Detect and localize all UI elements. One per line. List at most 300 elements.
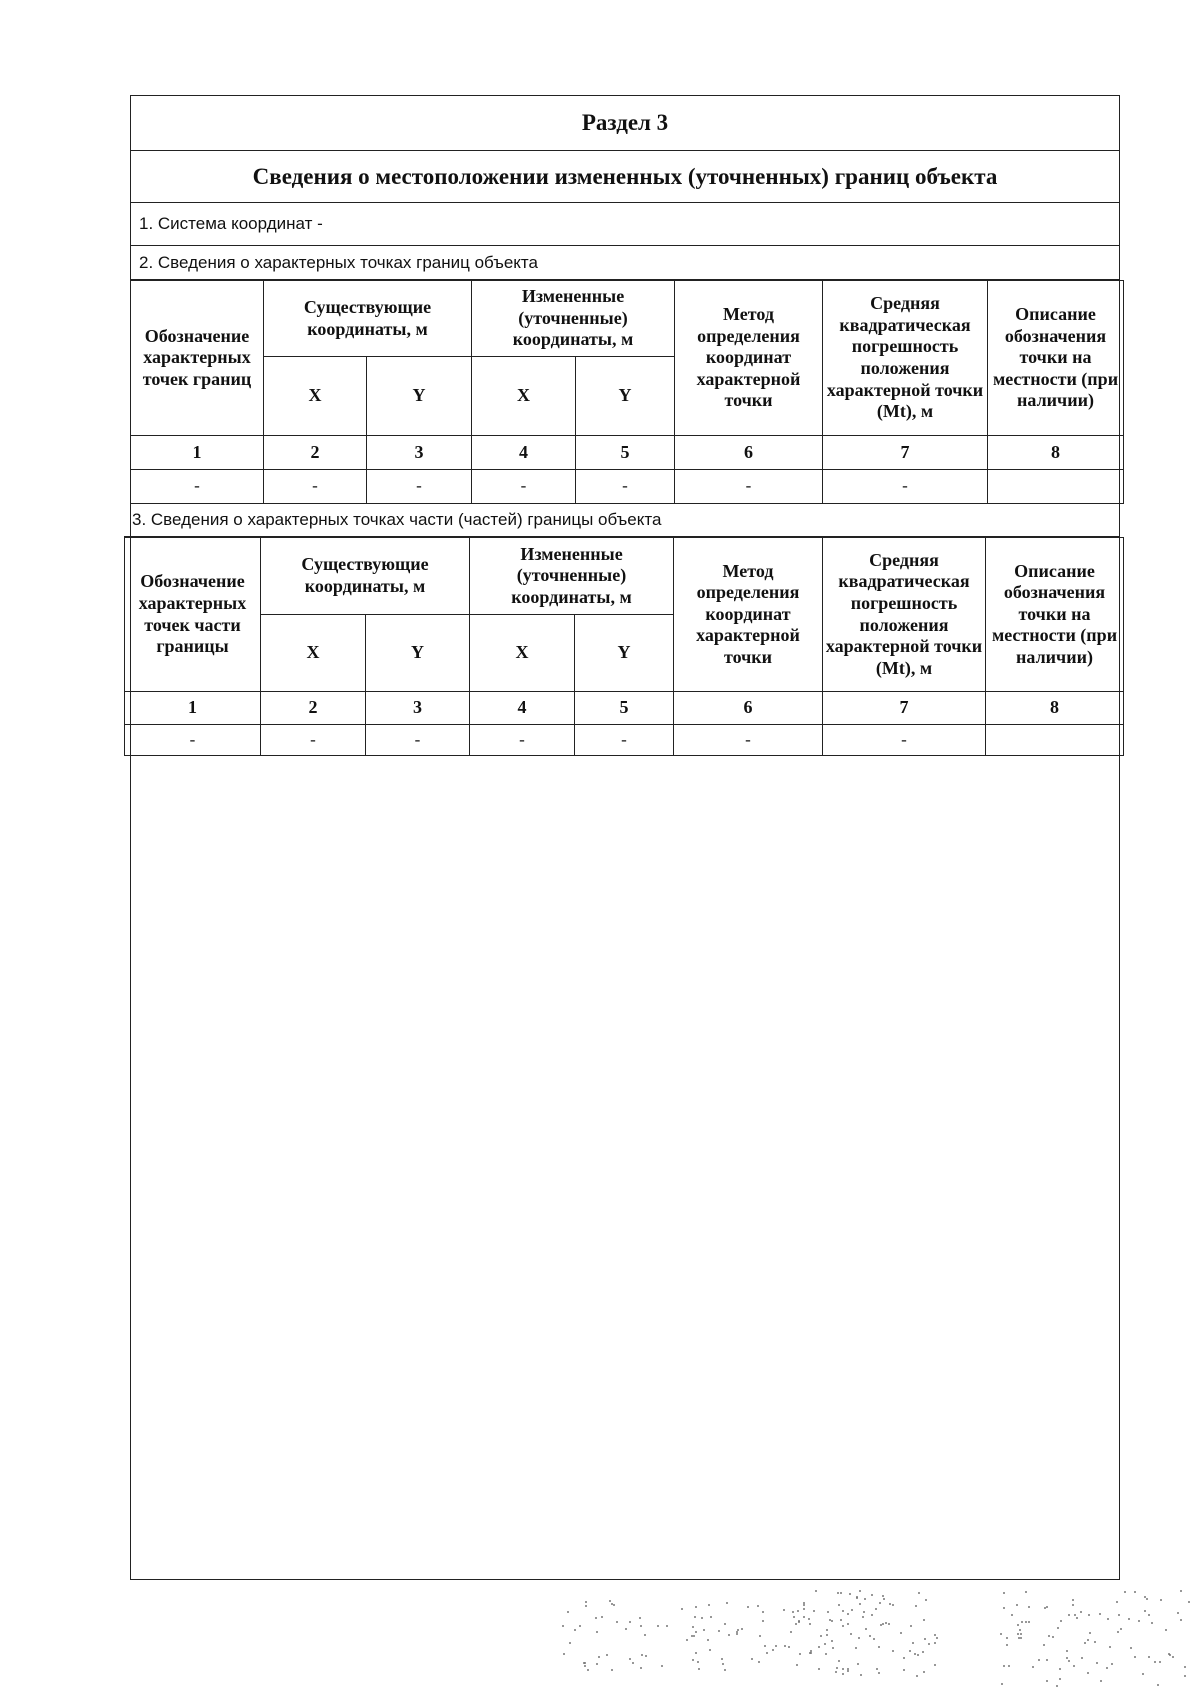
scan-speck — [596, 1663, 598, 1665]
scan-speck — [579, 1625, 581, 1627]
scan-speck — [1020, 1633, 1022, 1635]
scan-speck — [1016, 1604, 1018, 1606]
column-number: 6 — [674, 692, 823, 725]
column-number: 7 — [823, 436, 988, 470]
scan-speck — [613, 1604, 615, 1606]
scan-speck — [875, 1608, 877, 1610]
scan-speck — [645, 1655, 647, 1657]
scan-speck — [695, 1606, 697, 1608]
scan-speck — [1003, 1607, 1005, 1609]
scan-speck — [640, 1667, 642, 1669]
scan-speck — [709, 1649, 711, 1651]
scan-speck — [1134, 1591, 1136, 1593]
scan-speck — [1188, 1601, 1190, 1603]
scan-speck — [858, 1637, 860, 1639]
scan-speck — [923, 1619, 925, 1621]
scan-speck — [1017, 1624, 1019, 1626]
scan-speck — [596, 1631, 598, 1633]
table-cell: - — [261, 725, 366, 756]
scan-speck — [708, 1604, 710, 1606]
scan-speck — [1048, 1635, 1050, 1637]
table-cell — [986, 725, 1124, 756]
scan-speck — [724, 1623, 726, 1625]
scan-speck — [827, 1611, 829, 1613]
table-cell: - — [575, 725, 674, 756]
scan-speck — [1134, 1656, 1136, 1658]
scan-speck — [798, 1620, 800, 1622]
scan-speck — [1157, 1684, 1159, 1686]
scan-speck — [917, 1654, 919, 1656]
scan-speck — [847, 1613, 849, 1615]
scan-speck — [693, 1635, 695, 1637]
scan-speck — [1001, 1683, 1003, 1685]
scan-speck — [889, 1603, 891, 1605]
scan-speck — [584, 1665, 586, 1667]
column-number: 3 — [366, 692, 470, 725]
header-y-existing: Y — [366, 615, 470, 692]
column-number: 4 — [472, 436, 576, 470]
column-numbers-row — [131, 436, 1124, 470]
scan-speck — [1107, 1618, 1109, 1620]
scan-speck — [815, 1590, 817, 1592]
scan-speck — [1124, 1591, 1126, 1593]
scan-speck — [606, 1654, 608, 1656]
scan-speck — [1072, 1599, 1074, 1601]
scan-speck — [1038, 1659, 1040, 1661]
column-number: 5 — [576, 436, 675, 470]
scan-speck — [728, 1634, 730, 1636]
header-changed-coords: Измененные (уточненные) координаты, м — [470, 538, 674, 615]
table-cell: - — [131, 470, 264, 504]
scan-speck — [808, 1618, 810, 1620]
scan-speck — [799, 1653, 801, 1655]
table-cell: - — [367, 470, 472, 504]
table-cell: - — [576, 470, 675, 504]
scan-speck — [1184, 1666, 1186, 1668]
document-frame — [130, 95, 1120, 1580]
scan-speck — [851, 1609, 853, 1611]
scan-speck — [574, 1629, 576, 1631]
scan-speck — [842, 1668, 844, 1670]
scan-speck — [762, 1611, 764, 1613]
section-subtitle: Сведения о местоположении измененных (уточненных) границ объекта — [131, 151, 1119, 203]
scan-speck — [925, 1599, 927, 1601]
scan-speck — [849, 1593, 851, 1595]
column-number: 1 — [125, 692, 261, 725]
scan-speck — [736, 1633, 738, 1635]
header-x-existing: X — [261, 615, 366, 692]
scan-speck — [1138, 1620, 1140, 1622]
scan-speck — [835, 1671, 837, 1673]
points-table — [130, 280, 1124, 504]
scan-speck — [1021, 1621, 1023, 1623]
scan-speck — [1087, 1639, 1089, 1641]
column-number: 4 — [470, 692, 575, 725]
scan-speck — [838, 1604, 840, 1606]
scan-speck — [1180, 1619, 1182, 1621]
header-method: Метод определения координат характерной точки — [674, 538, 823, 692]
scan-speck — [692, 1626, 694, 1628]
scan-speck — [1089, 1632, 1091, 1634]
scan-speck — [741, 1628, 743, 1630]
scan-speck — [1019, 1629, 1021, 1631]
scan-speck — [1106, 1667, 1108, 1669]
scan-speck — [855, 1647, 857, 1649]
scan-speck — [876, 1668, 878, 1670]
scan-speck — [783, 1609, 785, 1611]
column-number: 6 — [675, 436, 823, 470]
scan-speck — [1068, 1614, 1070, 1616]
scan-speck — [1066, 1650, 1068, 1652]
table-row — [125, 725, 1124, 756]
scan-speck — [1056, 1685, 1058, 1687]
scan-speck — [1059, 1678, 1061, 1680]
scan-speck — [629, 1621, 631, 1623]
scan-speck — [784, 1645, 786, 1647]
header-error: Средняя квадратическая погрешность положения характерной точки (Mt), м — [823, 538, 986, 692]
scan-speck — [1025, 1591, 1027, 1593]
scan-speck — [569, 1642, 571, 1644]
scan-speck — [803, 1616, 805, 1618]
scan-speck — [666, 1625, 668, 1627]
scan-speck — [1099, 1613, 1101, 1615]
column-number: 1 — [131, 436, 264, 470]
scan-speck — [695, 1652, 697, 1654]
scan-speck — [759, 1635, 761, 1637]
column-numbers-row — [125, 692, 1124, 725]
scan-speck — [836, 1667, 838, 1669]
column-number: 8 — [986, 692, 1124, 725]
scan-speck — [912, 1642, 914, 1644]
scan-speck — [825, 1653, 827, 1655]
column-number: 5 — [575, 692, 674, 725]
scan-speck — [1184, 1675, 1186, 1677]
column-number: 3 — [367, 436, 472, 470]
scan-speck — [826, 1629, 828, 1631]
scan-speck — [1006, 1644, 1008, 1646]
scan-speck — [641, 1654, 643, 1656]
scan-speck — [1117, 1631, 1119, 1633]
section3-heading: 3. Сведения о характерных точках части (частей) границы объекта — [124, 504, 1120, 537]
scan-speck — [882, 1595, 884, 1597]
header-x-changed: X — [470, 615, 575, 692]
scan-speck — [1032, 1666, 1034, 1668]
scan-speck — [818, 1646, 820, 1648]
scan-speck — [563, 1653, 565, 1655]
scan-speck — [710, 1616, 712, 1618]
scan-speck — [871, 1594, 873, 1596]
section-title: Раздел 3 — [131, 96, 1119, 151]
scan-speck — [1087, 1672, 1089, 1674]
column-number: 2 — [261, 692, 366, 725]
scan-speck — [707, 1639, 709, 1641]
scan-speck — [1028, 1621, 1030, 1623]
scan-speck — [842, 1610, 844, 1612]
scan-speck — [625, 1628, 627, 1630]
scan-speck — [751, 1658, 753, 1660]
scan-speck — [1144, 1610, 1146, 1612]
scan-speck — [1046, 1659, 1048, 1661]
scan-speck — [611, 1669, 613, 1671]
scan-speck — [796, 1664, 798, 1666]
scan-speck — [888, 1623, 890, 1625]
scan-speck — [661, 1665, 663, 1667]
scan-speck — [892, 1650, 894, 1652]
scan-speck — [1000, 1633, 1002, 1635]
scan-speck — [632, 1662, 634, 1664]
table-cell: - — [470, 725, 575, 756]
scan-speck — [1060, 1620, 1062, 1622]
scan-speck — [695, 1631, 697, 1633]
scan-speck — [587, 1669, 589, 1671]
header-existing-coords: Существующие координаты, м — [264, 281, 472, 357]
scan-speck — [885, 1622, 887, 1624]
scan-speck — [864, 1598, 866, 1600]
scan-speck — [809, 1623, 811, 1625]
scan-speck — [585, 1601, 587, 1603]
scan-speck — [1111, 1663, 1113, 1665]
scan-speck — [598, 1656, 600, 1658]
scan-speck — [1025, 1621, 1027, 1623]
header-error: Средняя квадратическая погрешность положения характерной точки (Mt), м — [823, 281, 988, 436]
scan-speck — [1120, 1628, 1122, 1630]
scan-speck — [820, 1635, 822, 1637]
scan-speck — [657, 1625, 659, 1627]
scan-speck — [818, 1668, 820, 1670]
scan-speck — [601, 1616, 603, 1618]
scan-speck — [721, 1658, 723, 1660]
scan-speck — [766, 1652, 768, 1654]
scan-speck — [775, 1645, 777, 1647]
scan-speck — [934, 1642, 936, 1644]
scan-speck — [903, 1669, 905, 1671]
scan-speck — [694, 1616, 696, 1618]
table-row — [131, 470, 1124, 504]
scan-speck — [1180, 1590, 1182, 1592]
scan-speck — [697, 1661, 699, 1663]
scan-speck — [856, 1597, 858, 1599]
section2-heading: 2. Сведения о характерных точках границ объекта — [131, 246, 1119, 280]
scan-speck — [795, 1623, 797, 1625]
scan-speck — [882, 1623, 884, 1625]
scan-speck — [692, 1659, 694, 1661]
scan-speck — [1074, 1614, 1076, 1616]
table-cell: - — [264, 470, 367, 504]
scan-speck — [701, 1617, 703, 1619]
scan-speck — [1008, 1665, 1010, 1667]
scan-speck — [936, 1637, 938, 1639]
scan-speck — [1018, 1637, 1020, 1639]
scan-speck — [562, 1625, 564, 1627]
scan-speck — [1080, 1611, 1082, 1613]
scan-speck — [878, 1672, 880, 1674]
scan-speck — [1057, 1627, 1059, 1629]
scan-speck — [1128, 1618, 1130, 1620]
scan-speck — [918, 1592, 920, 1594]
scan-speck — [1011, 1614, 1013, 1616]
scan-speck — [583, 1662, 585, 1664]
scan-speck — [644, 1634, 646, 1636]
scan-speck — [1146, 1598, 1148, 1600]
scan-speck — [1100, 1680, 1102, 1682]
scan-speck — [609, 1600, 611, 1602]
scan-speck — [1072, 1604, 1074, 1606]
coordinate-system: 1. Система координат - — [131, 203, 1119, 246]
scan-speck — [1073, 1665, 1075, 1667]
scan-speck — [934, 1664, 936, 1666]
scan-speck — [837, 1592, 839, 1594]
scan-speck — [718, 1630, 720, 1632]
part-points-table — [124, 537, 1124, 756]
header-description: Описание обозначения точки на местности (при наличии) — [986, 538, 1124, 692]
scan-speck — [1116, 1601, 1118, 1603]
scan-speck — [878, 1646, 880, 1648]
scan-speck — [915, 1605, 917, 1607]
scan-speck — [859, 1590, 861, 1592]
scan-speck — [840, 1619, 842, 1621]
scan-speck — [567, 1611, 569, 1613]
scan-speck — [1165, 1629, 1167, 1631]
table-cell: - — [823, 725, 986, 756]
scan-speck — [585, 1605, 587, 1607]
scan-speck — [686, 1639, 688, 1641]
scan-speck — [1159, 1661, 1161, 1663]
header-y-changed: Y — [575, 615, 674, 692]
scan-speck — [764, 1645, 766, 1647]
scan-speck — [703, 1629, 705, 1631]
scan-speck — [1052, 1636, 1054, 1638]
scan-speck — [1130, 1647, 1132, 1649]
scan-speck — [859, 1603, 861, 1605]
scan-speck — [1084, 1642, 1086, 1644]
scan-speck — [928, 1643, 930, 1645]
header-existing-coords: Существующие координаты, м — [261, 538, 470, 615]
scan-speck — [1109, 1646, 1111, 1648]
header-description: Описание обозначения точки на местности (при наличии) — [988, 281, 1124, 436]
column-number: 7 — [823, 692, 986, 725]
scan-speck — [1142, 1673, 1144, 1675]
scan-speck — [1020, 1637, 1022, 1639]
scan-speck — [747, 1606, 749, 1608]
scan-speck — [824, 1643, 826, 1645]
scan-speck — [838, 1660, 840, 1662]
scan-speck — [934, 1634, 936, 1636]
scan-speck — [842, 1673, 844, 1675]
scan-speck — [1068, 1660, 1070, 1662]
scan-speck — [832, 1647, 834, 1649]
scan-speck — [793, 1616, 795, 1618]
scan-speck — [1148, 1614, 1150, 1616]
header-x-changed: X — [472, 357, 576, 436]
scan-speck — [1006, 1637, 1008, 1639]
table-cell: - — [674, 725, 823, 756]
scan-speck — [865, 1628, 867, 1630]
scan-speck — [1028, 1606, 1030, 1608]
scan-speck — [860, 1674, 862, 1676]
scan-speck — [916, 1675, 918, 1677]
table-cell: - — [366, 725, 470, 756]
scan-speck — [803, 1604, 805, 1606]
scan-speck — [757, 1605, 759, 1607]
header-y-changed: Y — [576, 357, 675, 436]
table-cell: - — [125, 725, 261, 756]
scan-speck — [857, 1663, 859, 1665]
header-changed-coords: Измененные (уточненные) координаты, м — [472, 281, 675, 357]
scan-speck — [1118, 1614, 1120, 1616]
scan-speck — [862, 1616, 864, 1618]
scan-speck — [883, 1598, 885, 1600]
scan-speck — [914, 1653, 916, 1655]
scan-speck — [772, 1649, 774, 1651]
scan-speck — [1003, 1665, 1005, 1667]
scan-speck — [863, 1611, 865, 1613]
scan-speck — [847, 1623, 849, 1625]
scan-speck — [813, 1610, 815, 1612]
scan-speck — [842, 1625, 844, 1627]
scan-speck — [681, 1608, 683, 1610]
column-number: 8 — [988, 436, 1124, 470]
scan-speck — [879, 1602, 881, 1604]
scan-speck — [831, 1620, 833, 1622]
scan-speck — [1066, 1657, 1068, 1659]
scan-speck — [1096, 1662, 1098, 1664]
scan-speck — [1046, 1606, 1048, 1608]
scan-speck — [762, 1620, 764, 1622]
scan-speck — [923, 1671, 925, 1673]
scan-speck — [1094, 1641, 1096, 1643]
scan-speck — [616, 1621, 618, 1623]
table-cell — [988, 470, 1124, 504]
scan-speck — [909, 1650, 911, 1652]
scan-speck — [1003, 1592, 1005, 1594]
scan-speck — [698, 1668, 700, 1670]
scan-speck — [840, 1592, 842, 1594]
table-cell: - — [675, 470, 823, 504]
scan-speck — [788, 1646, 790, 1648]
scan-speck — [850, 1633, 852, 1635]
scan-speck — [724, 1669, 726, 1671]
scan-speck — [722, 1663, 724, 1665]
scan-speck — [758, 1661, 760, 1663]
column-number: 2 — [264, 436, 367, 470]
scan-speck — [924, 1638, 926, 1640]
scan-speck — [831, 1640, 833, 1642]
table-cell: - — [472, 470, 576, 504]
scan-speck — [726, 1602, 728, 1604]
header-x-existing: X — [264, 357, 367, 436]
scan-speck — [595, 1617, 597, 1619]
header-designation: Обозначение характерных точек части границы — [125, 538, 261, 692]
scan-speck — [1046, 1680, 1048, 1682]
scan-speck — [1160, 1599, 1162, 1601]
scan-speck — [1177, 1612, 1179, 1614]
scan-speck — [1172, 1656, 1174, 1658]
scan-speck — [1154, 1661, 1156, 1663]
scan-speck — [1088, 1614, 1090, 1616]
scan-speck — [869, 1635, 871, 1637]
scan-speck — [640, 1625, 642, 1627]
scan-speck — [910, 1625, 912, 1627]
scan-speck — [847, 1670, 849, 1672]
scan-speck — [629, 1658, 631, 1660]
scan-speck — [792, 1611, 794, 1613]
scan-speck — [803, 1608, 805, 1610]
scan-speck — [892, 1604, 894, 1606]
scan-speck — [1151, 1622, 1153, 1624]
scan-speck — [1043, 1644, 1045, 1646]
scan-speck — [611, 1603, 613, 1605]
scan-speck — [797, 1610, 799, 1612]
